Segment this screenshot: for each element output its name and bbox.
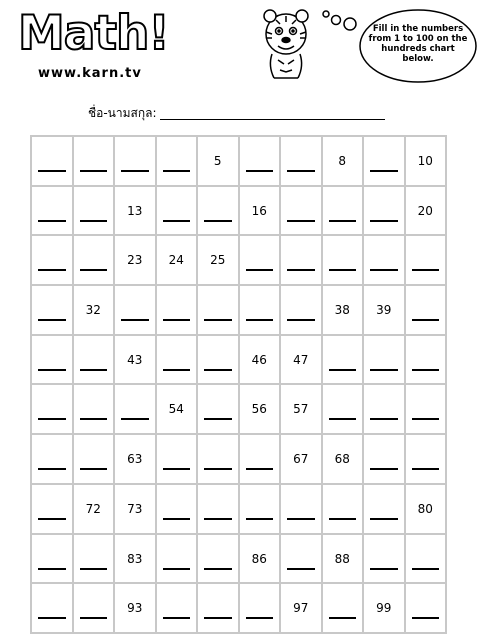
chart-cell[interactable] [31,583,73,633]
answer-blank[interactable] [287,518,315,520]
answer-blank[interactable] [38,369,66,371]
chart-cell[interactable] [73,384,115,434]
chart-cell[interactable] [363,136,405,186]
name-write-line[interactable] [160,119,385,120]
chart-cell [322,136,364,186]
chart-cell[interactable] [197,534,239,584]
chart-cell[interactable] [322,583,364,633]
answer-blank[interactable] [370,518,398,520]
chart-cell[interactable] [156,534,198,584]
chart-cell[interactable] [239,484,281,534]
chart-cell [114,186,156,236]
chart-number: 97 [293,601,309,616]
chart-cell[interactable] [239,285,281,335]
chart-cell [322,534,364,584]
chart-cell[interactable] [363,534,405,584]
chart-number: 8 [338,154,347,168]
chart-cell[interactable] [197,434,239,484]
answer-blank[interactable] [370,369,398,371]
answer-blank[interactable] [412,269,440,271]
chart-cell [73,484,115,534]
chart-cell[interactable] [73,136,115,186]
chart-cell[interactable] [280,484,322,534]
answer-blank[interactable] [204,518,232,520]
chart-cell[interactable] [156,186,198,236]
chart-cell [239,384,281,434]
chart-cell[interactable] [405,235,447,285]
chart-cell [280,384,322,434]
chart-cell[interactable] [197,384,239,434]
chart-cell[interactable] [73,186,115,236]
chart-cell[interactable] [156,583,198,633]
answer-blank[interactable] [246,518,274,520]
answer-blank[interactable] [287,568,315,570]
chart-cell[interactable] [405,335,447,385]
chart-number: 80 [417,501,433,516]
chart-number: 20 [417,203,433,218]
answer-blank[interactable] [204,617,232,619]
chart-cell [239,335,281,385]
answer-blank[interactable] [287,170,315,172]
chart-cell[interactable] [405,384,447,434]
chart-cell[interactable] [239,434,281,484]
answer-blank[interactable] [329,418,357,420]
chart-cell[interactable] [363,484,405,534]
chart-cell[interactable] [405,434,447,484]
chart-cell [197,235,239,285]
answer-blank[interactable] [370,468,398,470]
answer-blank[interactable] [163,617,191,619]
chart-cell[interactable] [363,434,405,484]
answer-blank[interactable] [80,568,108,570]
chart-cell[interactable] [239,235,281,285]
chart-number: 16 [251,203,267,218]
math-logo [18,6,168,88]
answer-blank[interactable] [412,418,440,420]
answer-blank[interactable] [163,518,191,520]
chart-cell [197,136,239,186]
answer-blank[interactable] [80,468,108,470]
answer-blank[interactable] [204,468,232,470]
chart-number: 32 [85,303,101,318]
chart-cell[interactable] [322,484,364,534]
answer-blank[interactable] [329,220,357,222]
answer-blank[interactable] [412,468,440,470]
answer-blank[interactable] [287,319,315,321]
chart-cell[interactable] [197,285,239,335]
chart-cell[interactable] [31,434,73,484]
hundreds-chart [30,135,447,634]
chart-cell[interactable] [156,434,198,484]
chart-cell[interactable] [73,534,115,584]
chart-cell[interactable] [31,285,73,335]
chart-number: 39 [376,303,392,318]
answer-blank[interactable] [329,369,357,371]
answer-blank[interactable] [412,319,440,321]
answer-blank[interactable] [370,170,398,172]
chart-cell[interactable] [73,434,115,484]
chart-cell [114,434,156,484]
answer-blank[interactable] [246,468,274,470]
chart-cell[interactable] [156,136,198,186]
chart-number: 72 [85,501,101,516]
chart-cell[interactable] [156,335,198,385]
answer-blank[interactable] [329,617,357,619]
chart-cell[interactable] [156,484,198,534]
chart-cell[interactable] [31,235,73,285]
answer-blank[interactable] [163,170,191,172]
answer-blank[interactable] [412,568,440,570]
name-field [88,104,388,124]
answer-blank[interactable] [38,319,66,321]
chart-cell [405,136,447,186]
chart-cell[interactable] [197,583,239,633]
answer-blank[interactable] [287,220,315,222]
chart-cell [280,434,322,484]
chart-number: 5 [213,154,222,168]
instruction-text: Fill in the numbers from 1 to 100 on the hundreds chart below. [368,24,468,64]
chart-cell [114,484,156,534]
answer-blank[interactable] [204,369,232,371]
chart-cell[interactable] [31,136,73,186]
answer-blank[interactable] [412,369,440,371]
answer-blank[interactable] [80,170,108,172]
name-label: ชื่อ-นามสกุล: [88,106,157,120]
answer-blank[interactable] [163,369,191,371]
answer-blank[interactable] [80,269,108,271]
chart-number: 56 [251,402,267,417]
chart-cell[interactable] [197,484,239,534]
chart-cell[interactable] [31,484,73,534]
answer-blank[interactable] [80,220,108,222]
chart-cell[interactable] [405,534,447,584]
chart-cell[interactable] [114,285,156,335]
chart-number: 73 [127,501,143,516]
answer-blank[interactable] [38,220,66,222]
chart-cell [322,434,364,484]
answer-blank[interactable] [163,220,191,222]
chart-cell[interactable] [197,186,239,236]
chart-number: 13 [127,203,143,218]
chart-cell[interactable] [31,384,73,434]
chart-cell[interactable] [322,186,364,236]
answer-blank[interactable] [246,269,274,271]
chart-cell [280,335,322,385]
answer-blank[interactable] [80,369,108,371]
chart-number: 63 [127,452,143,467]
chart-cell [156,384,198,434]
answer-blank[interactable] [121,170,149,172]
chart-cell[interactable] [363,186,405,236]
chart-cell[interactable] [239,136,281,186]
chart-cell[interactable] [363,384,405,434]
chart-cell[interactable] [322,384,364,434]
logo-title: Math! [18,6,169,61]
chart-cell[interactable] [31,534,73,584]
answer-blank[interactable] [370,269,398,271]
tiger-mascot-icon [250,4,322,84]
answer-blank[interactable] [204,418,232,420]
chart-cell[interactable] [114,136,156,186]
chart-number: 38 [334,303,350,318]
chart-cell [405,186,447,236]
chart-number: 86 [251,551,267,566]
logo-url: www.karn.tv [38,66,142,81]
chart-number: 54 [168,402,184,417]
chart-number: 47 [293,352,309,367]
chart-cell[interactable] [322,235,364,285]
chart-number: 93 [127,601,143,616]
chart-cell[interactable] [239,583,281,633]
chart-number: 57 [293,402,309,417]
chart-number: 10 [417,154,433,168]
chart-cell[interactable] [31,186,73,236]
chart-number: 83 [127,551,143,566]
chart-cell [280,583,322,633]
answer-blank[interactable] [329,269,357,271]
answer-blank[interactable] [412,617,440,619]
answer-blank[interactable] [370,568,398,570]
chart-cell[interactable] [73,583,115,633]
chart-number: 23 [127,253,143,268]
answer-blank[interactable] [121,319,149,321]
answer-blank[interactable] [287,269,315,271]
answer-blank[interactable] [38,468,66,470]
answer-blank[interactable] [38,418,66,420]
answer-blank[interactable] [204,568,232,570]
chart-cell[interactable] [114,384,156,434]
answer-blank[interactable] [163,568,191,570]
chart-number: 43 [127,352,143,367]
chart-number: 88 [334,551,350,566]
chart-number: 24 [168,253,184,268]
chart-cell[interactable] [73,235,115,285]
answer-blank[interactable] [121,418,149,420]
answer-blank[interactable] [370,220,398,222]
chart-cell [114,235,156,285]
answer-blank[interactable] [329,518,357,520]
answer-blank[interactable] [38,617,66,619]
answer-blank[interactable] [163,319,191,321]
chart-number: 99 [376,601,392,616]
chart-cell[interactable] [156,285,198,335]
answer-blank[interactable] [246,319,274,321]
answer-blank[interactable] [246,170,274,172]
chart-number: 46 [251,352,267,367]
chart-cell[interactable] [197,335,239,385]
chart-cell [73,285,115,335]
answer-blank[interactable] [38,518,66,520]
chart-cell [363,285,405,335]
answer-blank[interactable] [246,617,274,619]
answer-blank[interactable] [38,568,66,570]
chart-cell[interactable] [405,285,447,335]
chart-cell [114,583,156,633]
chart-cell[interactable] [280,534,322,584]
answer-blank[interactable] [163,468,191,470]
chart-cell [363,583,405,633]
chart-cell[interactable] [73,335,115,385]
chart-cell[interactable] [405,583,447,633]
chart-cell[interactable] [31,335,73,385]
chart-cell [322,285,364,335]
chart-cell [405,484,447,534]
answer-blank[interactable] [204,319,232,321]
answer-blank[interactable] [38,269,66,271]
chart-number: 67 [293,452,309,467]
chart-cell [156,235,198,285]
chart-cell [114,335,156,385]
answer-blank[interactable] [80,617,108,619]
chart-cell[interactable] [322,335,364,385]
answer-blank[interactable] [204,220,232,222]
chart-cell[interactable] [363,235,405,285]
chart-cell [239,186,281,236]
chart-number: 68 [334,452,350,467]
answer-blank[interactable] [38,170,66,172]
chart-cell[interactable] [280,186,322,236]
chart-cell [114,534,156,584]
chart-cell[interactable] [363,335,405,385]
answer-blank[interactable] [370,418,398,420]
chart-cell[interactable] [280,136,322,186]
chart-number: 25 [210,253,226,268]
chart-cell[interactable] [280,235,322,285]
chart-cell[interactable] [280,285,322,335]
answer-blank[interactable] [80,418,108,420]
chart-cell [239,534,281,584]
